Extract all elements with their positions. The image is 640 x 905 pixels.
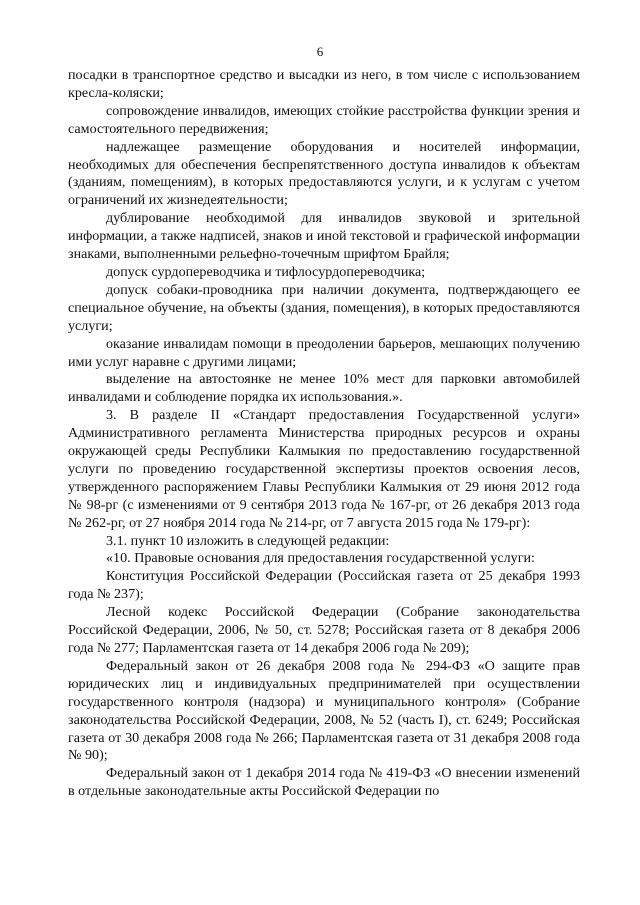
paragraph: дублирование необходимой для инвалидов звуковой и зрительной информации, а также надписей, знаков и иной текстовой и графической информации знаками, выполненными рельефно-точечным шрифтом Брайля; — [68, 210, 580, 263]
paragraph: допуск собаки-проводника при наличии документа, подтверждающего ее специальное обучение, на объекты (здания, помещения), в которых предоставляются услуги; — [68, 281, 580, 334]
paragraph: 3.1. пункт 10 изложить в следующей редакции: — [106, 532, 390, 549]
paragraph: сопровождение инвалидов, имеющих стойкие расстройства функции зрения и самостоятельного передвижения; — [68, 102, 580, 137]
paragraph: Конституция Российской Федерации (Российская газета от 25 декабря 1993 года № 237); — [68, 568, 580, 603]
paragraph: Лесной кодекс Российской Федерации (Собрание законодательства Российской Федерации, 2006, № 50, ст. 5278; Российская газета от 8 декабря 2006 года № 277; Парламентская газета от 14 декабря 2006 года № 209); — [68, 604, 580, 656]
page-number: 6 — [316, 44, 324, 59]
paragraph: Федеральный закон от 1 декабря 2014 года № 419-ФЗ «О внесении изменений в отдельные законодательные акты Российской Федерации по — [68, 765, 580, 800]
paragraph: оказание инвалидам помощи в преодолении барьеров, мешающих получению ими услуг наравне с другими лицами; — [68, 335, 580, 370]
paragraph: «10. Правовые основания для предоставления государственной услуги: — [106, 550, 535, 567]
paragraph: Федеральный закон от 26 декабря 2008 года № 294-ФЗ «О защите прав юридических лиц и индивидуальных предпринимателей при осуществлении государственного контроля (надзора) и муниципального контроля» (Собрание законодательства Российской Федерации, 2008, № 52 (часть I), ст. 6249; Российская газета от 30 декабря 2008 года № 266; Парламентская газета от 31 декабря 2008 года № 90); — [68, 657, 580, 764]
paragraph: допуск сурдопереводчика и тифлосурдопереводчика; — [106, 263, 426, 280]
paragraph: 3. В разделе II «Стандарт предоставления Государственной услуги» Административного регламента Министерства природных ресурсов и охраны окружающей среды Республики Калмыкия по предоставлению государственной услуги по проведению государственной экспертизы проектов освоения лесов, утвержденного распоряжением Главы Республики Калмыкия от 29 июня 2012 года № 98-рг (с изменениями от 9 сентября 2013 года № 167-рг, от 26 декабря 2013 года № 262-рг, от 27 ноября 2014 года № 214-рг, от 7 августа 2015 года № 179-рг): — [68, 407, 580, 531]
document-body — [68, 67, 580, 801]
paragraph: надлежащее размещение оборудования и носителей информации, необходимых для обеспечения беспрепятственного доступа инвалидов к объектам (зданиям, помещениям), в которых предоставляются услуги, и к услугам с учетом ограничений их жизнедеятельности; — [68, 138, 580, 209]
paragraph: выделение на автостоянке не менее 10% мест для парковки автомобилей инвалидами и соблюдение порядка их использования.». — [68, 371, 580, 406]
paragraph: посадки в транспортное средство и высадки из него, в том числе с использованием кресла-коляски; — [68, 67, 580, 101]
